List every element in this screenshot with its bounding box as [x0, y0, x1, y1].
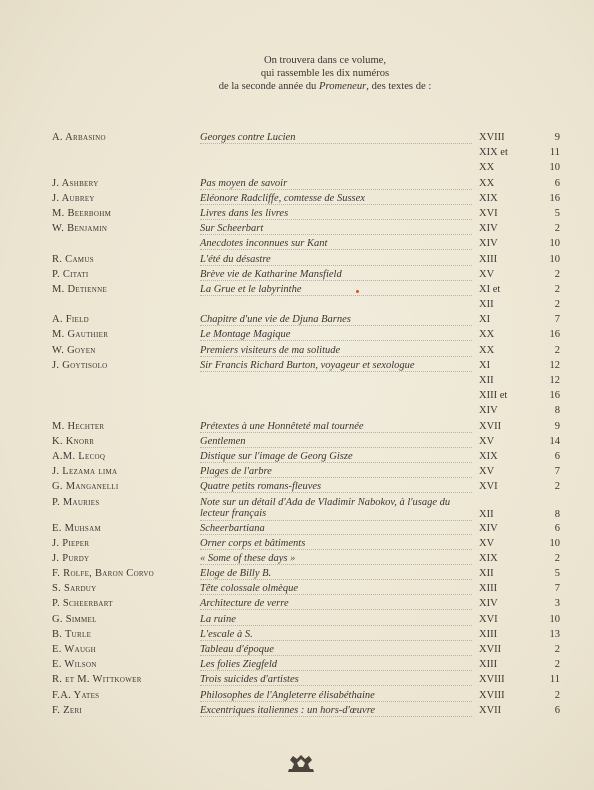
toc-author: K. Knorr [52, 435, 95, 447]
toc-issue-number: XIX [479, 552, 498, 564]
toc-title: Quatre petits romans-fleuves [200, 481, 472, 493]
toc-row [0, 208, 594, 223]
toc-page-number: 10 [549, 253, 560, 265]
contents-list [0, 132, 594, 720]
toc-page-number: 5 [554, 568, 560, 580]
toc-title: Le Montage Magique [200, 329, 472, 341]
toc-row [0, 421, 594, 436]
toc-row [0, 269, 594, 284]
toc-page-number: 6 [554, 450, 560, 462]
toc-author: F. Rolfe, Baron Corvo [52, 568, 155, 580]
toc-issue-number: XIV [479, 522, 498, 534]
toc-author: A.M. Lecoq [52, 450, 106, 462]
toc-issue-number: XIV [479, 238, 498, 250]
toc-row [0, 538, 594, 553]
toc-title: Chapitre d'une vie de Djuna Barnes [200, 314, 472, 326]
toc-row [0, 629, 594, 644]
toc-issue-number: XVII [479, 420, 502, 432]
toc-author: R. Camus [52, 253, 94, 265]
toc-issue-number: XIX [479, 450, 498, 462]
toc-row [0, 583, 594, 598]
toc-title: Gentlemen [200, 436, 472, 448]
toc-issue-number: XV [479, 466, 495, 478]
toc-page-number: 7 [554, 466, 560, 478]
toc-row [0, 436, 594, 451]
toc-row [0, 360, 594, 375]
intro-line-3-end: , des textes de : [366, 81, 432, 92]
toc-row [0, 466, 594, 481]
toc-issue-number: XV [479, 537, 495, 549]
toc-issue-number: XIV [479, 598, 498, 610]
journal-title: Promeneur [319, 81, 367, 92]
toc-issue-number: XV [479, 268, 495, 280]
toc-title: Excentriques italiennes : un hors-d'œuvre [200, 705, 472, 717]
toc-issue-number: XVIII [479, 132, 505, 143]
toc-title: L'été du désastre [200, 254, 472, 266]
toc-title: Les folies Ziegfeld [200, 659, 472, 671]
toc-author: E. Waugh [52, 644, 97, 655]
toc-page-number: 2 [554, 223, 560, 235]
intro-line-1: On trouvera dans ce volume, [263, 55, 387, 66]
toc-page-number: 16 [549, 390, 560, 402]
toc-issue-number: XIX [479, 192, 498, 204]
toc-row [0, 705, 594, 720]
toc-row [0, 674, 594, 689]
toc-row [0, 162, 594, 177]
toc-author: A. Arbasino [52, 132, 106, 143]
toc-author: W. Benjamin [52, 223, 108, 235]
intro-line-3 [150, 80, 500, 93]
toc-title: La Grue et le labyrinthe [200, 284, 472, 296]
toc-issue-number: XVI [479, 613, 498, 625]
toc-title: Premiers visiteurs de ma solitude [200, 345, 472, 357]
toc-row [0, 238, 594, 253]
toc-row [0, 481, 594, 496]
toc-issue-number: XVII [479, 644, 502, 655]
toc-title: Prétextes à une Honnêteté mal tournée [200, 421, 472, 433]
toc-row [0, 254, 594, 269]
toc-title: Architecture de verre [200, 598, 472, 610]
intro-line-2: qui rassemble les dix numéros [260, 68, 390, 79]
toc-title: La ruine [200, 614, 472, 626]
toc-issue-number: XII [479, 375, 494, 386]
toc-row [0, 375, 594, 390]
toc-issue-number: XII [479, 508, 494, 520]
toc-row [0, 345, 594, 360]
toc-author: J. Pieper [52, 537, 90, 549]
toc-page-number: 2 [554, 299, 560, 311]
toc-author: E. Muhsam [52, 522, 101, 534]
toc-author: E. Wilson [52, 659, 97, 671]
toc-page-number: 3 [554, 598, 560, 610]
toc-title: Trois suicides d'artistes [200, 674, 472, 686]
toc-title: « Some of these days » [200, 553, 472, 565]
toc-page-number: 2 [554, 552, 560, 564]
toc-author: B. Turle [52, 628, 92, 640]
toc-row [0, 132, 594, 147]
toc-author: J. Goytisolo [52, 359, 108, 371]
toc-page-number: 8 [554, 405, 560, 417]
toc-issue-number: XX [479, 329, 495, 341]
toc-issue-number: XIV [479, 223, 498, 235]
toc-page-number: 9 [554, 132, 560, 143]
toc-page-number: 16 [549, 192, 560, 204]
intro-text [150, 54, 500, 93]
toc-issue-number: XV [479, 435, 495, 447]
toc-row [0, 299, 594, 314]
toc-title: Brève vie de Katharine Mansfield [200, 269, 472, 281]
toc-issue-number: XIII [479, 253, 498, 265]
toc-issue-number: XX [479, 344, 495, 356]
toc-page-number: 2 [554, 644, 560, 655]
publisher-mark-icon [286, 752, 316, 774]
toc-page-number: 13 [549, 628, 560, 640]
toc-author: F. Zeri [52, 704, 83, 716]
toc-title: Orner corps et bâtiments [200, 538, 472, 550]
toc-title: Georges contre Lucien [200, 132, 472, 144]
toc-title: Note sur un détail d'Ada de Vladimir Nabokov, à l'usage du lecteur français [200, 497, 472, 521]
toc-row [0, 553, 594, 568]
toc-row [0, 614, 594, 629]
toc-page-number: 10 [549, 162, 560, 174]
toc-page-number: 6 [554, 177, 560, 189]
toc-author: M. Detienne [52, 283, 108, 295]
toc-row [0, 405, 594, 420]
toc-author: G. Manganelli [52, 481, 119, 493]
toc-issue-number: XX [479, 177, 495, 189]
toc-page-number: 6 [554, 704, 560, 716]
toc-row [0, 690, 594, 705]
toc-title: Sir Francis Richard Burton, voyageur et sexologue [200, 360, 472, 372]
toc-issue-number: XVII [479, 704, 502, 716]
toc-page-number: 16 [549, 329, 560, 341]
toc-row [0, 147, 594, 162]
toc-row [0, 329, 594, 344]
toc-title: Tête colossale olmèque [200, 583, 472, 595]
toc-row [0, 193, 594, 208]
toc-issue-number: XIII [479, 659, 498, 671]
toc-author: F.A. Yates [52, 689, 100, 701]
toc-page-number: 14 [549, 435, 560, 447]
toc-author: P. Mauries [52, 496, 100, 508]
toc-author: M. Gauthier [52, 329, 109, 341]
toc-row [0, 598, 594, 613]
toc-page-number: 2 [554, 481, 560, 493]
toc-page-number: 2 [554, 283, 560, 295]
toc-issue-number: XVI [479, 481, 498, 493]
toc-row [0, 451, 594, 466]
toc-row [0, 568, 594, 583]
toc-row [0, 178, 594, 193]
toc-row [0, 523, 594, 538]
toc-author: J. Lezama lima [52, 466, 118, 478]
toc-issue-number: XVI [479, 207, 498, 219]
toc-row [0, 659, 594, 674]
toc-row [0, 644, 594, 659]
toc-title: Scheerbartiana [200, 523, 472, 535]
toc-issue-number: XIV [479, 405, 498, 417]
toc-issue-number: XI et [479, 283, 501, 295]
toc-page-number: 5 [554, 207, 560, 219]
toc-row [0, 497, 594, 523]
toc-title: Eloge de Billy B. [200, 568, 472, 580]
toc-author: P. Citati [52, 268, 89, 280]
toc-author: J. Aubrey [52, 192, 95, 204]
toc-page-number: 11 [549, 674, 560, 686]
toc-author: J. Ashbery [52, 177, 99, 189]
ink-speck [356, 290, 359, 293]
toc-author: M. Beerbohm [52, 207, 112, 219]
toc-page-number: 7 [554, 583, 560, 595]
toc-page-number: 11 [549, 147, 560, 159]
toc-page-number: 12 [549, 375, 560, 386]
toc-author: S. Sarduy [52, 583, 97, 595]
toc-page-number: 12 [549, 359, 560, 371]
toc-title: Livres dans les livres [200, 208, 472, 220]
toc-author: M. Hechter [52, 420, 105, 432]
toc-title: Anecdotes inconnues sur Kant [200, 238, 472, 250]
toc-page-number: 2 [554, 659, 560, 671]
toc-page-number: 10 [549, 238, 560, 250]
toc-page-number: 6 [554, 522, 560, 534]
toc-title: Distique sur l'image de Georg Gisze [200, 451, 472, 463]
toc-issue-number: XII [479, 568, 494, 580]
toc-title: L'escale à S. [200, 629, 472, 641]
toc-page-number: 10 [549, 537, 560, 549]
toc-row [0, 390, 594, 405]
toc-row [0, 223, 594, 238]
toc-page-number: 7 [554, 314, 560, 326]
toc-page-number: 9 [554, 420, 560, 432]
toc-author: G. Simmel [52, 613, 97, 625]
toc-author: W. Goyen [52, 344, 96, 356]
toc-title: Tableau d'époque [200, 644, 472, 656]
toc-author: P. Scheerbart [52, 598, 113, 610]
toc-title: Sur Scheerbart [200, 223, 472, 235]
toc-title: Philosophes de l'Angleterre élisabéthaine [200, 690, 472, 702]
toc-title: Pas moyen de savoir [200, 178, 472, 190]
toc-page-number: 10 [549, 613, 560, 625]
toc-title: Eléonore Radcliffe, comtesse de Sussex [200, 193, 472, 205]
toc-issue-number: XI [479, 314, 491, 326]
toc-author: A. Field [52, 314, 90, 326]
toc-issue-number: XIII [479, 583, 498, 595]
toc-issue-number: XVIII [479, 689, 505, 701]
toc-issue-number: XI [479, 359, 491, 371]
toc-issue-number: XII [479, 299, 494, 311]
toc-issue-number: XIII [479, 628, 498, 640]
toc-author: R. et M. Wittkower [52, 674, 142, 686]
toc-issue-number: XX [479, 162, 495, 174]
toc-row [0, 314, 594, 329]
toc-issue-number: XIX et [479, 147, 508, 159]
toc-page-number: 2 [554, 268, 560, 280]
toc-page-number: 2 [554, 689, 560, 701]
toc-issue-number: XVIII [479, 674, 505, 686]
toc-title: Plages de l'arbre [200, 466, 472, 478]
toc-row [0, 284, 594, 299]
toc-page-number: 8 [554, 508, 560, 520]
toc-author: J. Purdy [52, 552, 90, 564]
intro-line-3-start: de la seconde année du [218, 81, 319, 92]
toc-issue-number: XIII et [479, 390, 508, 402]
toc-page-number: 2 [554, 344, 560, 356]
